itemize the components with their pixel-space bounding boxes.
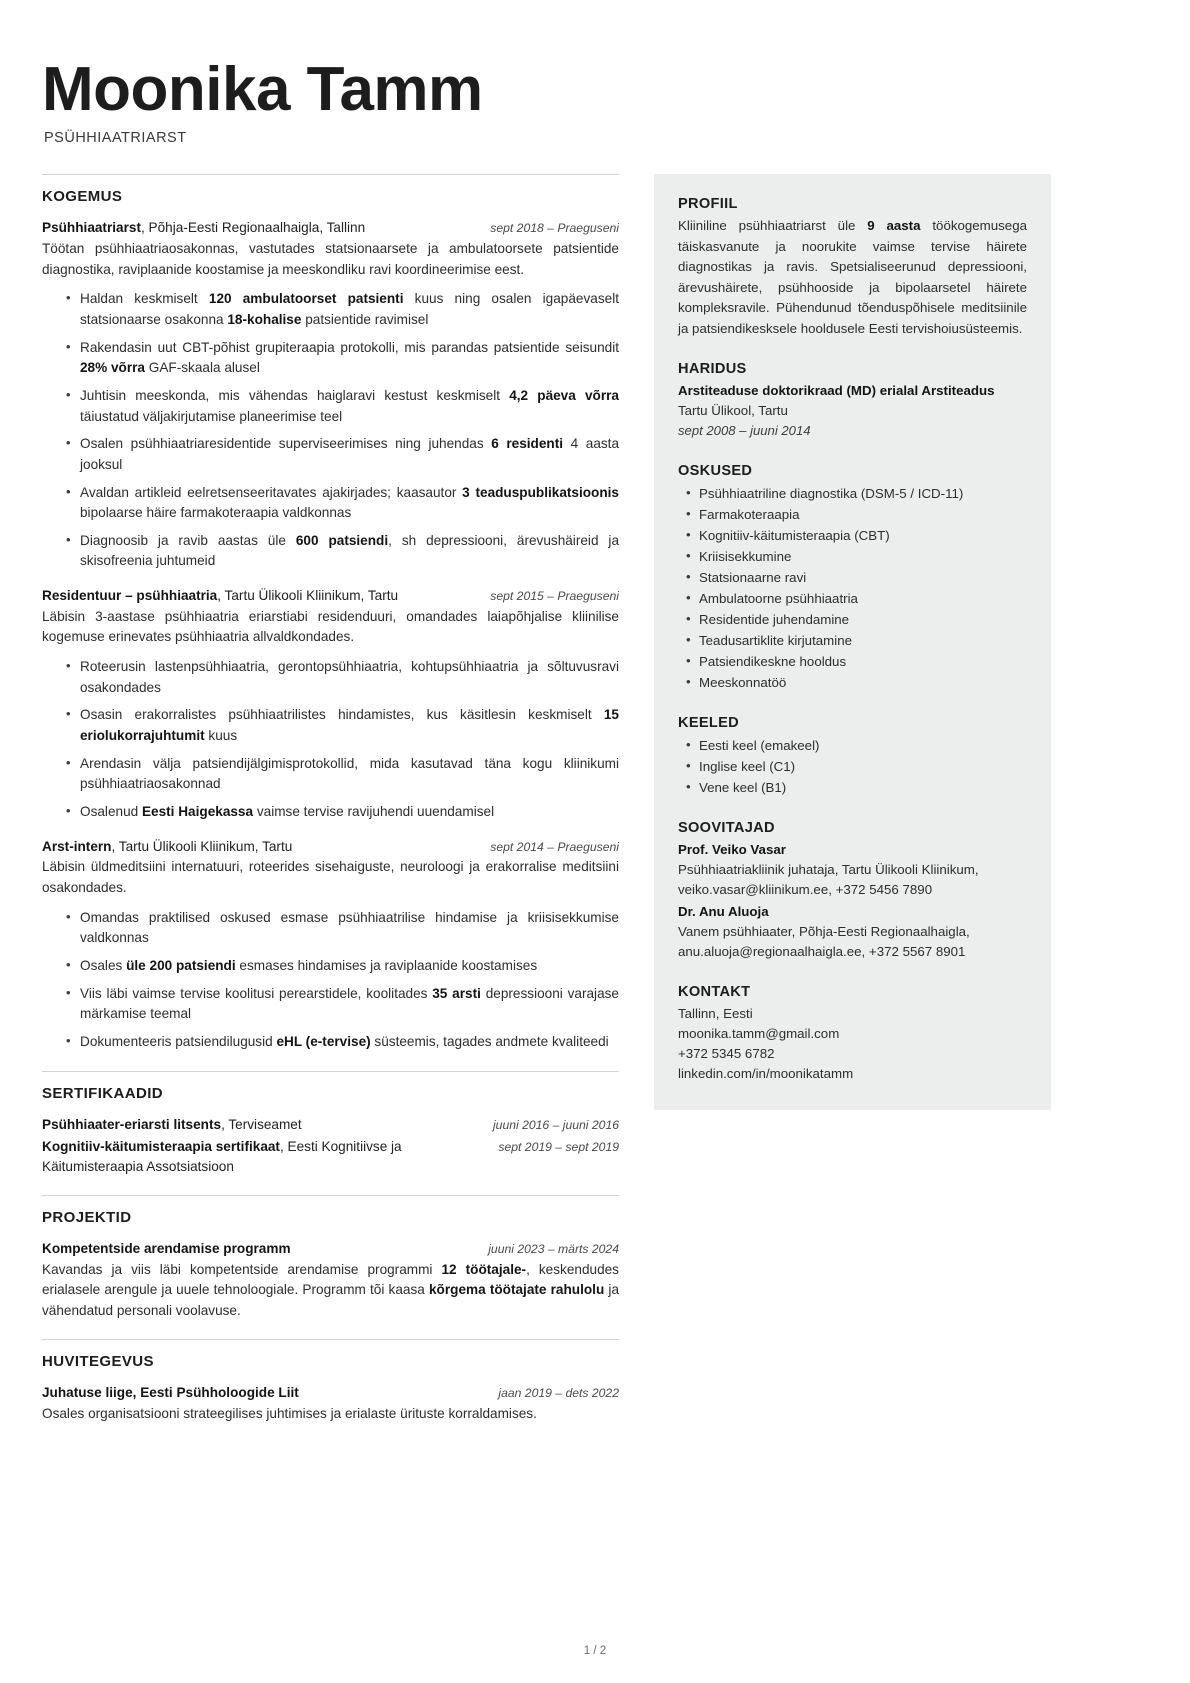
list-item: • Statsionaarne ravi <box>686 567 1027 588</box>
resume-header <box>0 0 1190 146</box>
sidebar-section-contact <box>678 984 1027 1084</box>
certificate-issuer: , Terviseamet <box>221 1116 302 1132</box>
contact-linkedin[interactable]: linkedin.com/in/moonikatamm <box>678 1065 854 1081</box>
candidate-name: Moonika Tamm <box>42 55 483 124</box>
education-degree: Arstiteaduse doktorikraad (MD) erialal Arstiteadus <box>678 383 995 399</box>
list-item: • Avaldan artikleid eelretsenseeritavates ajakirjades; kaasautor 3 teaduspublikatsioonis bipolaarse häire farmakoteraapia valdkonnas <box>66 483 619 524</box>
list-item: • Kriisisekkumine <box>686 546 1027 567</box>
certificate-date: juuni 2016 – juuni 2016 <box>492 1117 619 1132</box>
reference-position: Psühhiaatriakliinik juhataja, Tartu Ülikooli Kliinikum, <box>678 862 979 878</box>
entry-header <box>42 218 619 238</box>
experience-bullet-list <box>42 657 619 823</box>
sidebar-section-references <box>678 820 1027 962</box>
experience-bullet-list <box>42 289 619 572</box>
section-heading-hobbies: HUVITEGEVUS <box>42 1353 154 1371</box>
sidebar-section-skills <box>678 463 1027 693</box>
experience-company: , Tartu Ülikooli Kliinikum, Tartu <box>217 588 399 604</box>
experience-title <box>42 586 476 606</box>
contact-location: Tallinn, Eesti <box>678 1005 753 1021</box>
list-item: • Juhtisin meeskonda, mis vähendas haiglaravi kestust keskmiselt 4,2 päeva võrra täiustatud väljakirjutamise planeerimise teel <box>66 386 619 427</box>
list-item: • Osales üle 200 patsiendi esmases hindamises ja raviplaanide koostamises <box>66 956 619 977</box>
experience-entry <box>42 586 619 823</box>
experience-bullet-list <box>42 908 619 1053</box>
resume-body <box>0 174 1190 1443</box>
reference-entry <box>678 902 1027 962</box>
project-name: Kompetentside arendamise programm <box>42 1240 291 1256</box>
list-item: • Osalenud Eesti Haigekassa vaimse tervise ravijuhendi uuendamisel <box>66 802 619 823</box>
section-heading-certificates: SERTIFIKAADID <box>42 1084 164 1102</box>
sidebar-column <box>654 174 1051 1109</box>
reference-entry <box>678 840 1027 900</box>
entry-header <box>42 837 619 857</box>
experience-role: Arst-intern <box>42 838 112 854</box>
list-item: • Farmakoteraapia <box>686 504 1027 525</box>
certificate-date: sept 2019 – sept 2019 <box>498 1140 619 1155</box>
certificate-name: Kognitiiv-käitumisteraapia sertifikaat <box>42 1139 280 1155</box>
project-date: juuni 2023 – märts 2024 <box>488 1241 619 1256</box>
list-item: • Vene keel (B1) <box>686 777 1027 798</box>
main-column <box>42 174 631 1443</box>
reference-contact: veiko.vasar@kliinikum.ee, +372 5456 7890 <box>678 882 933 898</box>
experience-date: sept 2018 – Praeguseni <box>490 221 619 236</box>
section-divider <box>42 1195 619 1196</box>
section-divider <box>42 1071 619 1072</box>
section-projects <box>42 1195 619 1322</box>
section-certificates <box>42 1071 619 1177</box>
hobby-description: Osales organisatsiooni strateegilises juhtimises ja erialaste ürituste korraldamises. <box>42 1406 537 1422</box>
experience-date: sept 2014 – Praeguseni <box>490 839 619 854</box>
sidebar-heading-contact: KONTAKT <box>678 983 751 1000</box>
list-item: • Inglise keel (C1) <box>686 756 1027 777</box>
experience-role: Psühhiaatriarst <box>42 220 141 236</box>
list-item: • Patsiendikeskne hooldus <box>686 651 1027 672</box>
certificate-entry <box>42 1115 619 1135</box>
experience-description: Läbisin üldmeditsiini internatuuri, roteerides sisehaiguste, neuroloogi ja erakorralise meditsiini osakondades. <box>42 859 619 896</box>
hobby-entry <box>42 1383 619 1424</box>
list-item: • Osasin erakorralistes psühhiaatrilistes hindamistes, kus käsitlesin keskmiselt 15 eriolukorrajuhtumit kuus <box>66 705 619 746</box>
list-item: • Haldan keskmiselt 120 ambulatoorset patsienti kuus ning osalen igapäevaselt statsionaarse osakonna 18-kohalise patsientide ravimisel <box>66 289 619 330</box>
experience-entry <box>42 837 619 1053</box>
list-item: • Roteerusin lastenpsühhiaatria, gerontopsühhiaatria, kohtupsühhiaatria ja sõltuvusravi osakondades <box>66 657 619 698</box>
list-item: • Omandas praktilised oskused esmase psühhiaatrilise hindamise ja kriisisekkumise valdkonnas <box>66 908 619 949</box>
project-entry <box>42 1239 619 1322</box>
experience-title <box>42 837 476 857</box>
list-item: • Residentide juhendamine <box>686 609 1027 630</box>
list-item: • Teadusartiklite kirjutamine <box>686 630 1027 651</box>
list-item: • Kognitiiv-käitumisteraapia (CBT) <box>686 525 1027 546</box>
candidate-job-title: PSÜHHIAATRIARST <box>44 130 187 147</box>
entry-header <box>42 1383 619 1403</box>
list-item: • Viis läbi vaimse tervise koolitusi perearstidele, koolitades 35 arsti depressiooni varajase märkamise teemal <box>66 984 619 1025</box>
experience-title <box>42 218 476 238</box>
reference-position: Vanem psühhiaater, Põhja-Eesti Regionaalhaigla, <box>678 923 970 939</box>
certificate-issuer: , Eesti Kognitiivse ja Käitumisteraapia Assotsiatsioon <box>42 1139 402 1175</box>
sidebar-heading-references: SOOVITAJAD <box>678 820 775 837</box>
certificate-title <box>42 1137 484 1176</box>
list-item: • Rakendasin uut CBT-põhist grupiteraapia protokolli, mis parandas patsientide seisundit 28% võrra GAF-skaala alusel <box>66 338 619 379</box>
sidebar-section-profile <box>678 196 1027 339</box>
reference-name: Dr. Anu Aluoja <box>678 904 769 920</box>
experience-description: Läbisin 3-aastase psühhiaatria eriarstiabi residenduuri, omandades laiapõhjalise kliinilise kogemuse erinevates psühhiaatria allvaldkondades. <box>42 608 619 645</box>
list-item: • Meeskonnatöö <box>686 672 1027 693</box>
list-item: • Dokumenteeris patsiendilugusid eHL (e-tervise) süsteemis, tagades andmete kvaliteedi <box>66 1032 619 1053</box>
list-item: • Ambulatoorne psühhiaatria <box>686 588 1027 609</box>
project-title <box>42 1239 474 1259</box>
certificate-title <box>42 1115 479 1135</box>
entry-header <box>42 1137 619 1176</box>
hobby-date: jaan 2019 – dets 2022 <box>498 1386 619 1401</box>
section-hobbies <box>42 1339 619 1424</box>
experience-description: Töötan psühhiaatriaosakonnas, vastutades statsionaarsete ja ambulatoorsete patsientide diagnostika, raviplaanide koostamise ja meeskondliku ravi koordineerimise eest. <box>42 240 619 277</box>
sidebar-section-education <box>678 361 1027 441</box>
list-item: • Osalen psühhiaatriaresidentide superviseerimises ning juhendas 6 residenti 4 aasta jooksul <box>66 434 619 475</box>
sidebar-heading-profile: PROFIIL <box>678 196 738 213</box>
experience-date: sept 2015 – Praeguseni <box>490 589 619 604</box>
experience-entry <box>42 218 619 572</box>
section-experience <box>42 174 619 1052</box>
page-footer: 1 / 2 <box>583 1645 607 1657</box>
reference-contact: anu.aluoja@regionaalhaigla.ee, +372 5567 8901 <box>678 943 966 959</box>
list-item: • Arendasin välja patsiendijälgimisprotokollid, mida kasutavad täna kogu kliinikumi psühhiaatriaosakonnad <box>66 754 619 795</box>
profile-text: Kliiniline psühhiaatriarst üle 9 aasta töökogemusega täiskasvanute ja noorukite vaimse tervise häirete diagnostikas ja ravis. Spetsialiseerunud depressiooni, ärevushäirete, psühhooside ja bipolaarsetel häirete kompleksravile. Pühendunud tõenduspõhisele meditsiinile ja patsiendikesksele hooldusele Eesti tervishoiusüsteemis. <box>678 218 1027 336</box>
skills-list <box>678 483 1027 693</box>
list-item: • Diagnoosib ja ravib aastas üle 600 patsiendi, sh depressiooni, ärevushäireid ja skisofreenia juhtumeid <box>66 531 619 572</box>
list-item: • Psühhiaatriline diagnostika (DSM-5 / ICD-11) <box>686 483 1027 504</box>
experience-company: , Tartu Ülikooli Kliinikum, Tartu <box>111 838 293 854</box>
section-divider <box>42 1339 619 1340</box>
hobby-title <box>42 1383 484 1403</box>
sidebar-heading-education: HARIDUS <box>678 361 747 378</box>
education-date: sept 2008 – juuni 2014 <box>678 422 811 438</box>
contact-phone: +372 5345 6782 <box>678 1045 775 1061</box>
languages-list <box>678 735 1027 798</box>
entry-header <box>42 586 619 606</box>
experience-role: Residentuur – psühhiaatria <box>42 588 218 604</box>
certificate-name: Psühhiaater-eriarsti litsents <box>42 1116 222 1132</box>
contact-email[interactable]: moonika.tamm@gmail.com <box>678 1025 840 1041</box>
project-description: Kavandas ja viis läbi kompetentside arendamise programmi 12 töötajale-, keskendudes erialasele arengule ja uuele tehnoloogiale. Programm tõi kaasa kõrgema töötajate rahulolu ja vähendatud personali voolavuse. <box>42 1261 620 1318</box>
education-school: Tartu Ülikool, Tartu <box>678 402 788 418</box>
sidebar-heading-skills: OSKUSED <box>678 463 753 480</box>
sidebar-heading-languages: KEELED <box>678 715 739 732</box>
certificate-entry <box>42 1137 619 1176</box>
experience-company: , Põhja-Eesti Regionaalhaigla, Tallinn <box>140 220 366 236</box>
hobby-name: Juhatuse liige, Eesti Psühholoogide Liit <box>42 1385 299 1401</box>
list-item: • Eesti keel (emakeel) <box>686 735 1027 756</box>
section-divider <box>42 174 619 175</box>
reference-name: Prof. Veiko Vasar <box>678 842 786 858</box>
entry-header <box>42 1239 619 1259</box>
section-heading-experience: KOGEMUS <box>42 188 123 206</box>
entry-header <box>42 1115 619 1135</box>
sidebar-section-languages <box>678 715 1027 798</box>
section-heading-projects: PROJEKTID <box>42 1208 132 1226</box>
